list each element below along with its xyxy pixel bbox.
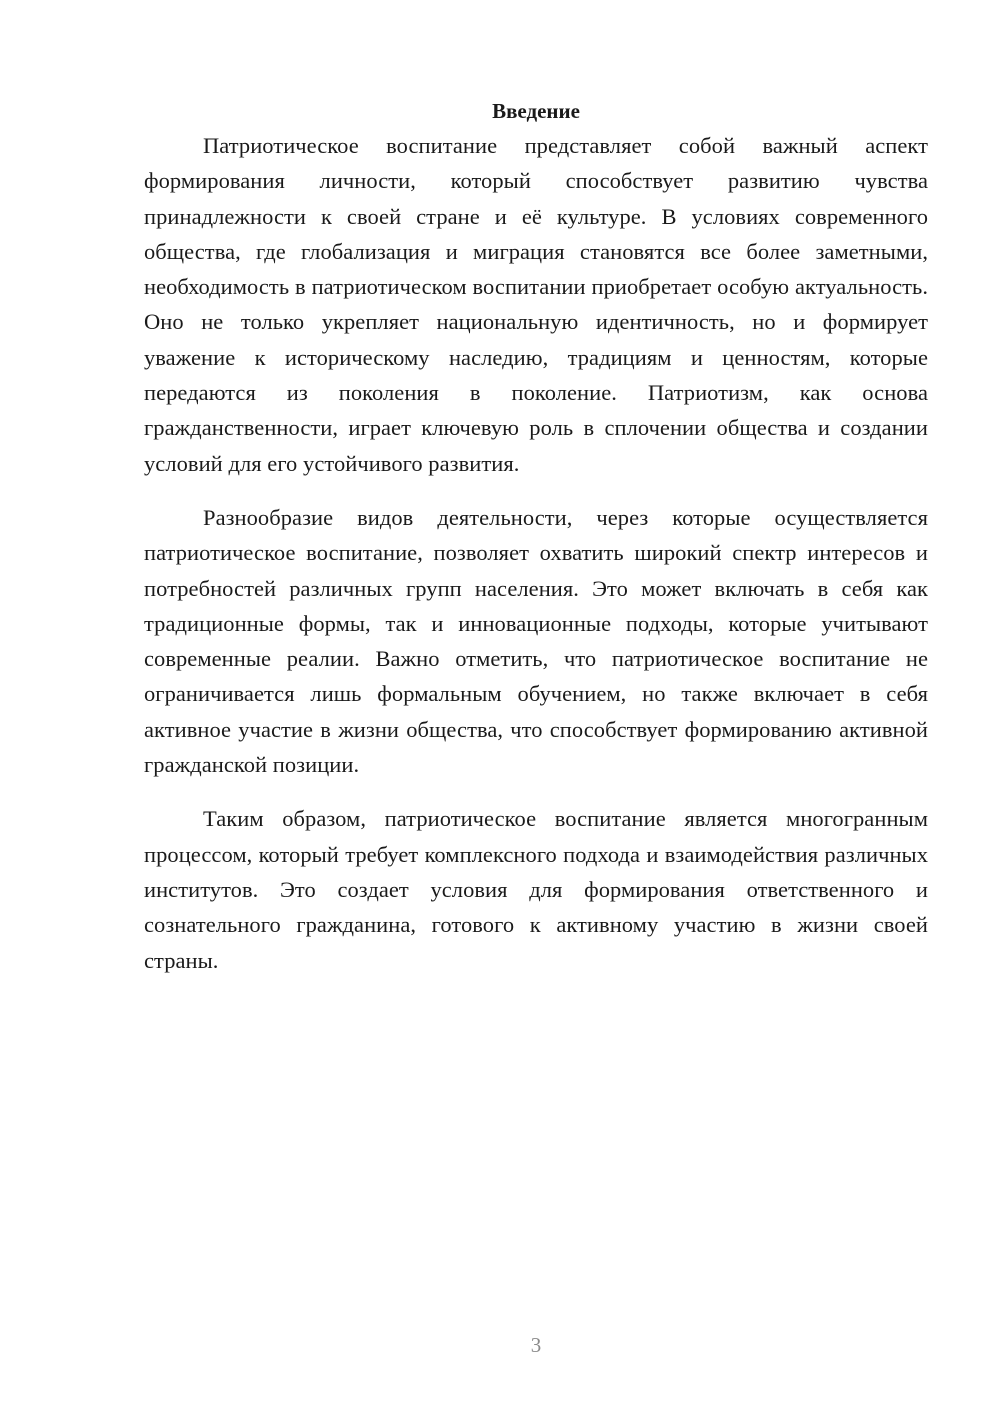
section-title: Введение	[492, 99, 580, 123]
page-body	[144, 96, 928, 997]
paragraph-2: Разнообразие видов деятельности, через которые осуществляется патриотическое воспитание, позволяет охватить широкий спектр интересов и потребностей различных групп населения. Это может включать в себя как традиционные формы, так и инновационные подходы, которые учитывают современные реалии. Важно отметить, что патриотическое воспитание не ограничивается лишь формальным обучением, но также включает в себя активное участие в жизни общества, что способствует формированию активной гражданской позиции.	[144, 504, 928, 778]
page-number: 3	[530, 1333, 542, 1357]
paragraph-1: Патриотическое воспитание представляет собой важный аспект формирования личности, который способствует развитию чувства принадлежности к своей стране и её культуре. В условиях современного общества, где глобализация и миграция становятся все более заметными, необходимость в патриотическом воспитании приобретает особую актуальность. Оно не только укрепляет национальную идентичность, но и формирует уважение к историческому наследию, традициям и ценностям, которые передаются из поколения в поколение. Патриотизм, как основа гражданственности, играет ключевую роль в сплочении общества и создании условий для его устойчивого развития.	[144, 133, 928, 476]
paragraph-3: Таким образом, патриотическое воспитание является многогранным процессом, который требует комплексного подхода и взаимодействия различных институтов. Это создает условия для формирования ответственного и сознательного гражданина, готового к активному участию в жизни своей страны.	[144, 806, 928, 973]
